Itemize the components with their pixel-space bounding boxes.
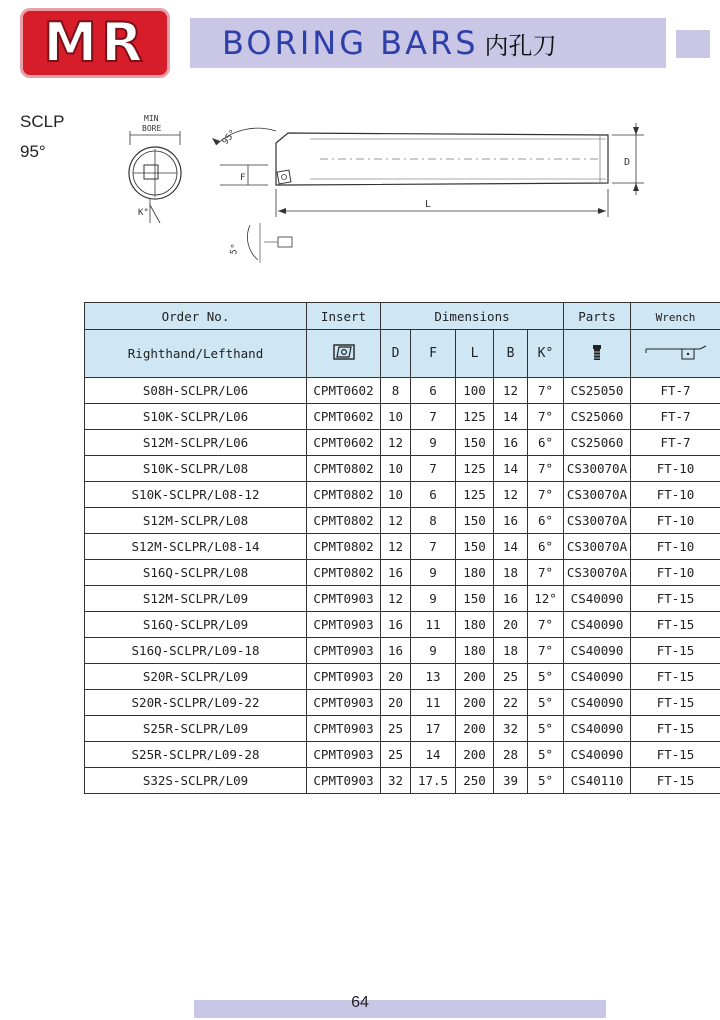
cell-insert: CPMT0802 [307, 560, 381, 586]
parts-header: Parts [564, 303, 631, 330]
table-row [85, 508, 720, 534]
cell-wrench: FT-15 [631, 664, 720, 690]
cell-d: 32 [381, 768, 411, 794]
cell-wrench: FT-10 [631, 508, 720, 534]
cell-k: 7° [528, 378, 564, 404]
cell-k: 6° [528, 534, 564, 560]
side-view [212, 123, 644, 263]
cell-insert: CPMT0903 [307, 612, 381, 638]
cell-parts: CS30070A [564, 560, 631, 586]
table-row [85, 560, 720, 586]
cell-d: 8 [381, 378, 411, 404]
cell-f: 9 [411, 586, 456, 612]
angle-95-label: 95° [220, 128, 239, 147]
table-row [85, 534, 720, 560]
cell-insert: CPMT0602 [307, 404, 381, 430]
table-row [85, 430, 720, 456]
cell-d: 25 [381, 742, 411, 768]
cell-d: 10 [381, 404, 411, 430]
cell-d: 12 [381, 430, 411, 456]
cell-order: S10K-SCLPR/L08-12 [85, 482, 307, 508]
cell-f: 6 [411, 378, 456, 404]
cell-l: 250 [456, 768, 494, 794]
d-header: D [381, 330, 411, 378]
cell-l: 200 [456, 664, 494, 690]
product-code: SCLP [20, 112, 65, 131]
cell-k: 6° [528, 508, 564, 534]
cell-order: S20R-SCLPR/L09 [85, 664, 307, 690]
cell-b: 14 [494, 404, 528, 430]
cell-l: 125 [456, 456, 494, 482]
cell-parts: CS40090 [564, 664, 631, 690]
cell-parts: CS40090 [564, 612, 631, 638]
cell-d: 16 [381, 560, 411, 586]
cell-k: 7° [528, 560, 564, 586]
boring-bar-spec-table [84, 302, 720, 794]
cell-l: 100 [456, 378, 494, 404]
cell-parts: CS30070A [564, 534, 631, 560]
cell-wrench: FT-10 [631, 482, 720, 508]
cell-f: 17 [411, 716, 456, 742]
cell-k: 5° [528, 742, 564, 768]
cell-b: 20 [494, 612, 528, 638]
cell-b: 12 [494, 482, 528, 508]
cell-f: 7 [411, 456, 456, 482]
cell-b: 12 [494, 378, 528, 404]
cell-order: S12M-SCLPR/L09 [85, 586, 307, 612]
screw-icon-cell [564, 330, 631, 378]
table-row [85, 716, 720, 742]
insert-icon-cell [307, 330, 381, 378]
cell-f: 9 [411, 560, 456, 586]
product-angle: 95° [20, 142, 46, 161]
cell-wrench: FT-15 [631, 690, 720, 716]
cell-wrench: FT-7 [631, 430, 720, 456]
cell-k: 7° [528, 638, 564, 664]
cell-wrench: FT-15 [631, 716, 720, 742]
cell-order: S20R-SCLPR/L09-22 [85, 690, 307, 716]
cell-k: 5° [528, 716, 564, 742]
cell-l: 180 [456, 612, 494, 638]
cell-order: S25R-SCLPR/L09-28 [85, 742, 307, 768]
table-row [85, 404, 720, 430]
cell-parts: CS40090 [564, 716, 631, 742]
cell-k: 7° [528, 482, 564, 508]
cell-insert: CPMT0903 [307, 638, 381, 664]
table-row [85, 586, 720, 612]
cell-wrench: FT-10 [631, 560, 720, 586]
cell-wrench: FT-15 [631, 742, 720, 768]
cell-insert: CPMT0802 [307, 508, 381, 534]
table-row [85, 690, 720, 716]
logo-text: MR [43, 11, 147, 74]
cell-l: 200 [456, 742, 494, 768]
cell-l: 125 [456, 482, 494, 508]
table-row [85, 482, 720, 508]
cell-d: 16 [381, 638, 411, 664]
cell-wrench: FT-15 [631, 638, 720, 664]
cell-k: 6° [528, 430, 564, 456]
cell-wrench: FT-10 [631, 534, 720, 560]
cell-wrench: FT-7 [631, 378, 720, 404]
cell-parts: CS40090 [564, 586, 631, 612]
cell-order: S32S-SCLPR/L09 [85, 768, 307, 794]
cell-k: 12° [528, 586, 564, 612]
cell-d: 12 [381, 586, 411, 612]
cell-order: S08H-SCLPR/L06 [85, 378, 307, 404]
cell-l: 180 [456, 638, 494, 664]
cell-insert: CPMT0903 [307, 664, 381, 690]
cell-insert: CPMT0903 [307, 690, 381, 716]
cell-b: 18 [494, 638, 528, 664]
cell-f: 11 [411, 612, 456, 638]
cell-f: 9 [411, 638, 456, 664]
cell-order: S16Q-SCLPR/L08 [85, 560, 307, 586]
page-title-cn: 内孔刀 [484, 31, 557, 60]
cell-k: 7° [528, 404, 564, 430]
cell-parts: CS30070A [564, 508, 631, 534]
cell-b: 14 [494, 456, 528, 482]
cell-k: 5° [528, 768, 564, 794]
cell-parts: CS40090 [564, 690, 631, 716]
cell-insert: CPMT0802 [307, 534, 381, 560]
cell-parts: CS25060 [564, 430, 631, 456]
table-row [85, 638, 720, 664]
cell-f: 13 [411, 664, 456, 690]
cell-order: S16Q-SCLPR/L09-18 [85, 638, 307, 664]
cell-f: 6 [411, 482, 456, 508]
b-header: B [494, 330, 528, 378]
order-no-header: Order No. [85, 303, 307, 330]
cell-f: 14 [411, 742, 456, 768]
k-header: K° [528, 330, 564, 378]
cell-f: 17.5 [411, 768, 456, 794]
cell-insert: CPMT0903 [307, 768, 381, 794]
min-bore-label-1: MIN [144, 114, 159, 123]
header-band [190, 18, 666, 68]
cell-l: 125 [456, 404, 494, 430]
insert-icon [332, 343, 356, 361]
cell-d: 12 [381, 508, 411, 534]
cell-l: 180 [456, 560, 494, 586]
screw-icon [590, 342, 604, 362]
wrench-header [631, 303, 720, 330]
cell-k: 5° [528, 664, 564, 690]
cell-l: 200 [456, 716, 494, 742]
f-dim-label: F [240, 173, 246, 183]
cell-d: 10 [381, 482, 411, 508]
cell-insert: CPMT0802 [307, 456, 381, 482]
l-dim-label: L [425, 199, 432, 210]
cell-order: S10K-SCLPR/L08 [85, 456, 307, 482]
cell-order: S12M-SCLPR/L06 [85, 430, 307, 456]
cell-b: 16 [494, 586, 528, 612]
hand-header: Righthand/Lefthand [85, 330, 307, 378]
cell-l: 150 [456, 508, 494, 534]
cell-parts: CS30070A [564, 456, 631, 482]
cell-wrench: FT-10 [631, 456, 720, 482]
cell-parts: CS40090 [564, 742, 631, 768]
cell-insert: CPMT0602 [307, 430, 381, 456]
cell-order: S12M-SCLPR/L08-14 [85, 534, 307, 560]
cell-parts: CS40090 [564, 638, 631, 664]
d-dim-label: D [624, 157, 631, 168]
cell-parts: CS30070A [564, 482, 631, 508]
dimensions-header: Dimensions [381, 303, 564, 330]
wrench-icon-cell [631, 330, 720, 378]
k-angle-label: K° [138, 208, 149, 218]
cell-insert: CPMT0903 [307, 742, 381, 768]
cell-b: 22 [494, 690, 528, 716]
cell-parts: CS25050 [564, 378, 631, 404]
cell-f: 9 [411, 430, 456, 456]
five-degree-label: 5° [229, 243, 241, 256]
cell-parts: CS40110 [564, 768, 631, 794]
cell-insert: CPMT0903 [307, 716, 381, 742]
table-row [85, 378, 720, 404]
table-row [85, 742, 720, 768]
cell-d: 20 [381, 690, 411, 716]
cell-l: 200 [456, 690, 494, 716]
cell-insert: CPMT0802 [307, 482, 381, 508]
insert-header: Insert [307, 303, 381, 330]
cell-parts: CS25060 [564, 404, 631, 430]
table-row [85, 664, 720, 690]
table-row [85, 612, 720, 638]
cell-d: 12 [381, 534, 411, 560]
cell-b: 16 [494, 508, 528, 534]
cell-insert: CPMT0903 [307, 586, 381, 612]
cell-b: 25 [494, 664, 528, 690]
min-bore-label-2: BORE [142, 124, 162, 133]
cell-b: 32 [494, 716, 528, 742]
cell-f: 8 [411, 508, 456, 534]
header-decoration [676, 30, 710, 58]
wrench-header-label: Wrench [655, 310, 696, 324]
cell-k: 7° [528, 456, 564, 482]
cell-wrench: FT-15 [631, 586, 720, 612]
l-header: L [456, 330, 494, 378]
cell-b: 18 [494, 560, 528, 586]
cell-d: 25 [381, 716, 411, 742]
cell-k: 5° [528, 690, 564, 716]
brand-logo [20, 8, 170, 78]
end-view [129, 114, 181, 223]
cell-order: S10K-SCLPR/L06 [85, 404, 307, 430]
cell-b: 39 [494, 768, 528, 794]
cell-insert: CPMT0602 [307, 378, 381, 404]
cell-d: 10 [381, 456, 411, 482]
boring-bar-drawing [120, 105, 660, 265]
page-title: BORING BARS [222, 24, 479, 62]
page-number: 64 [351, 994, 369, 1011]
cell-f: 7 [411, 404, 456, 430]
cell-l: 150 [456, 586, 494, 612]
cell-b: 28 [494, 742, 528, 768]
cell-b: 16 [494, 430, 528, 456]
cell-wrench: FT-15 [631, 612, 720, 638]
cell-d: 16 [381, 612, 411, 638]
cell-wrench: FT-7 [631, 404, 720, 430]
wrench-icon [644, 342, 708, 362]
cell-b: 14 [494, 534, 528, 560]
cell-l: 150 [456, 534, 494, 560]
table-row [85, 768, 720, 794]
cell-f: 11 [411, 690, 456, 716]
cell-wrench: FT-15 [631, 768, 720, 794]
cell-l: 150 [456, 430, 494, 456]
cell-order: S16Q-SCLPR/L09 [85, 612, 307, 638]
cell-f: 7 [411, 534, 456, 560]
cell-order: S12M-SCLPR/L08 [85, 508, 307, 534]
cell-k: 7° [528, 612, 564, 638]
cell-order: S25R-SCLPR/L09 [85, 716, 307, 742]
table-row [85, 456, 720, 482]
f-header: F [411, 330, 456, 378]
cell-d: 20 [381, 664, 411, 690]
